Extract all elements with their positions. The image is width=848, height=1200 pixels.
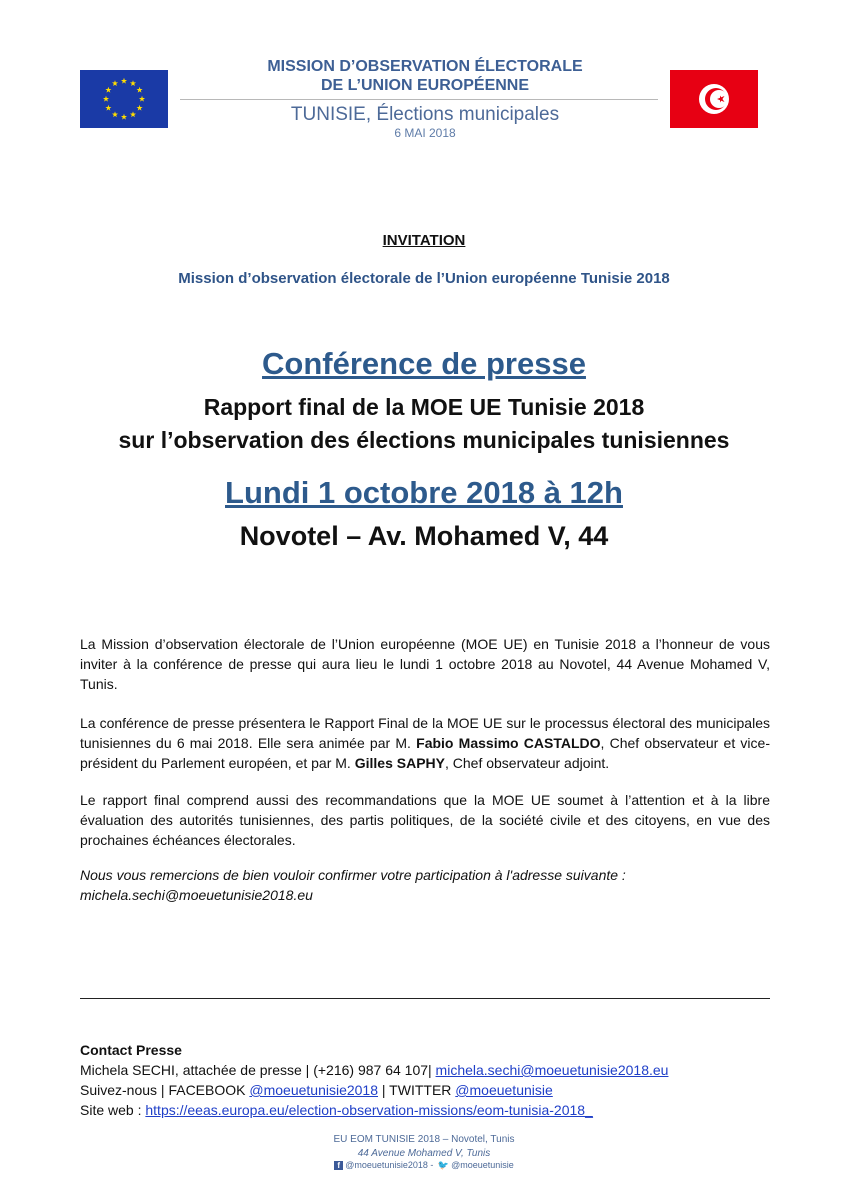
social-prefix: Suivez-nous | FACEBOOK — [80, 1082, 250, 1098]
header-date: 6 MAI 2018 — [394, 126, 456, 140]
paragraph-presentation-text-a: La conférence de presse présentera le Rapport Final de la MOE UE sur le processus électoral des municipales tunisiennes du 6 mai 2018. Elle sera animée par M. — [80, 715, 770, 751]
contact-line-social — [80, 1080, 770, 1100]
report-title-line1: Rapport final de la MOE UE Tunisie 2018 — [203, 394, 645, 420]
contact-email-link[interactable]: michela.sechi@moeuetunisie2018.eu — [435, 1062, 669, 1078]
event-datetime: Lundi 1 octobre 2018 à 12h — [225, 475, 623, 510]
eu-star-icon — [112, 80, 118, 86]
speaker-name-1: Fabio Massimo CASTALDO — [416, 735, 601, 751]
eu-star-icon — [105, 87, 111, 93]
twitter-link[interactable]: @moeuetunisie — [455, 1082, 553, 1098]
facebook-link[interactable]: @moeuetunisie2018 — [249, 1082, 379, 1098]
header-divider — [180, 99, 658, 100]
contact-press-text: Michela SECHI, attachée de presse | (+216) 987 64 107| — [80, 1062, 436, 1078]
paragraph-rsvp — [80, 865, 770, 905]
footer-social — [0, 1160, 848, 1171]
header-title-line1: MISSION D’OBSERVATION ÉLECTORALE — [267, 58, 583, 75]
paragraph-presentation-text-b: , Chef observateur et vice-président du Parlement européen, et par M. — [80, 735, 770, 771]
rsvp-email: michela.sechi@moeuetunisie2018.eu — [80, 887, 313, 903]
header-subtitle: TUNISIE, Élections municipales — [290, 104, 560, 125]
eu-flag-icon — [80, 70, 168, 128]
twitter-icon: 🐦 — [437, 1160, 450, 1171]
invitation-label: INVITATION — [382, 232, 466, 249]
eu-star-icon — [121, 78, 127, 84]
paragraph-intro: La Mission d’observation électorale de l’Union européenne (MOE UE) en Tunisie 2018 a l’honneur de vous inviter à la conférence de presse qui aura lieu le lundi 1 octobre 2018 au Novotel, 44 Avenue Mohamed V, Tunis. — [80, 636, 770, 692]
eu-star-icon — [137, 87, 143, 93]
eu-star-icon — [130, 111, 136, 117]
website-prefix: Site web : — [80, 1102, 146, 1118]
mission-line: Mission d’observation électorale de l’Union européenne Tunisie 2018 — [178, 270, 670, 287]
conference-title: Conférence de presse — [262, 346, 586, 381]
rsvp-text: Nous vous remercions de bien vouloir confirmer votre participation à l'adresse suivante : — [80, 867, 626, 883]
contact-line-press — [80, 1060, 770, 1080]
social-separator: | TWITTER — [378, 1082, 456, 1098]
footer-line1: EU EOM TUNISIE 2018 – Novotel, Tunis — [333, 1134, 515, 1145]
paragraph-presentation-text-c: , Chef observateur adjoint. — [444, 755, 610, 771]
facebook-icon: f — [334, 1161, 343, 1170]
eu-star-icon — [105, 105, 111, 111]
eu-star-icon — [103, 96, 109, 102]
tunisia-flag-icon — [670, 70, 758, 128]
footer-line2: 44 Avenue Mohamed V, Tunis — [357, 1148, 491, 1159]
speaker-name-2: Gilles SAPHY — [354, 755, 445, 771]
footer-facebook: @moeuetunisie2018 — [345, 1160, 428, 1170]
eu-star-icon — [121, 114, 127, 120]
event-venue: Novotel – Av. Mohamed V, 44 — [239, 521, 609, 551]
eu-star-icon — [137, 105, 143, 111]
header-title-line2: DE L’UNION EUROPÉENNE — [320, 77, 530, 94]
eu-star-icon — [139, 96, 145, 102]
contact-divider — [80, 998, 770, 999]
eu-star-icon — [112, 111, 118, 117]
contact-line-website — [80, 1100, 770, 1120]
footer-twitter: @moeuetunisie — [451, 1160, 514, 1170]
paragraph-presentation — [80, 713, 770, 773]
footer-separator: - — [427, 1160, 436, 1170]
eu-star-icon — [130, 80, 136, 86]
contact-heading: Contact Presse — [80, 1042, 182, 1058]
website-link[interactable]: https://eeas.europa.eu/election-observation-missions/eom-tunisia-2018_ — [145, 1102, 593, 1118]
report-title-line2: sur l’observation des élections municipales tunisiennes — [118, 427, 730, 453]
paragraph-recommendations: Le rapport final comprend aussi des recommandations que la MOE UE soumet à l’attention et à la libre évaluation des autorités tunisiennes, des partis politiques, de la société civile et des citoyens, en vue des prochaines échéances électorales. — [80, 792, 770, 848]
